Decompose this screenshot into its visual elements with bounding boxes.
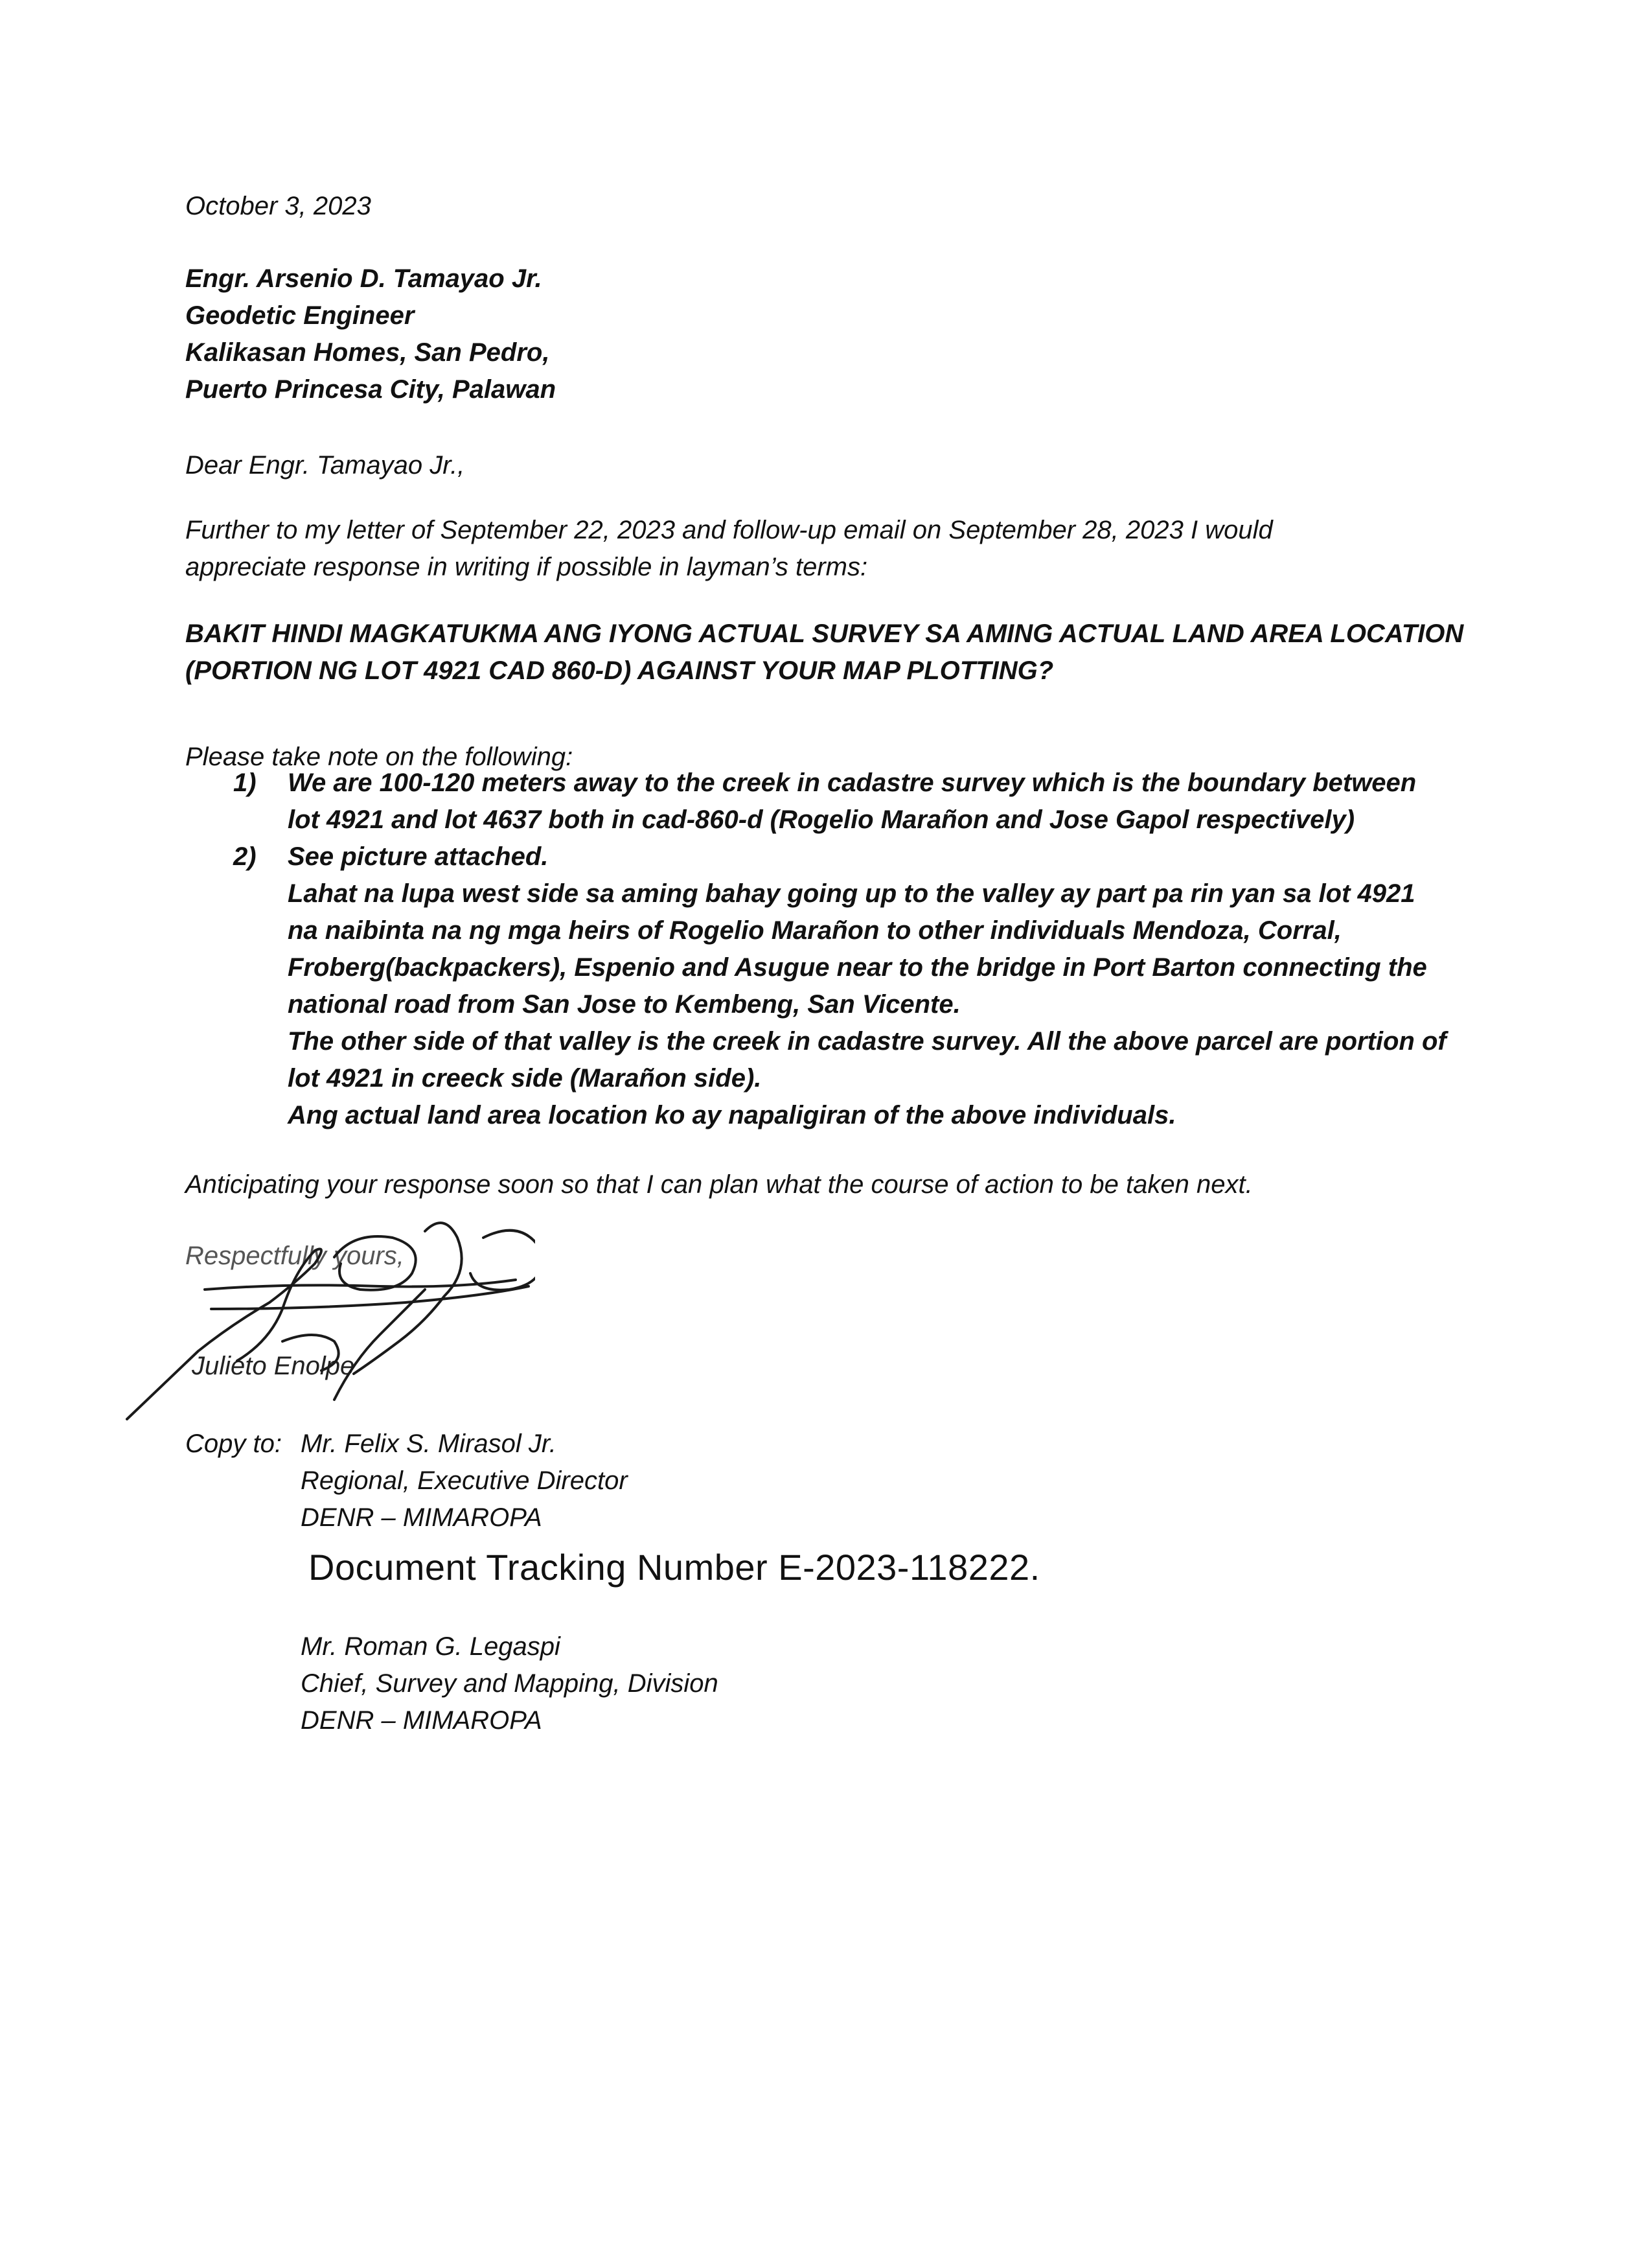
recipient-block — [185, 260, 556, 408]
list-item-line: lot 4921 and lot 4637 both in cad-860-d (Rogelio Marañon and Jose Gapol respectively) — [288, 805, 1355, 834]
list-item-line: See picture attached. — [288, 842, 549, 871]
recipient-title: Geodetic Engineer — [185, 301, 415, 330]
subject-line: (PORTION NG LOT 4921 CAD 860-D) AGAINST YOUR MAP PLOTTING? — [185, 656, 1054, 685]
recipient-address-line2: Puerto Princesa City, Palawan — [185, 375, 556, 404]
copy-recipient-name: Mr. Felix S. Mirasol Jr. — [301, 1429, 556, 1458]
copy-recipient — [301, 1426, 1040, 1536]
handwritten-signature — [120, 1212, 535, 1432]
copy-recipient-office: DENR – MIMAROPA — [301, 1706, 542, 1735]
letter-date: October 3, 2023 — [185, 192, 371, 220]
notes-lead: Please take note on the following: — [185, 743, 573, 771]
subject-heading — [185, 616, 1520, 689]
signature-block — [185, 1238, 639, 1432]
copy-recipient-title: Chief, Survey and Mapping, Division — [301, 1669, 718, 1698]
copy-to-label: Copy to: — [185, 1429, 282, 1458]
list-item-number: 2) — [233, 842, 257, 871]
signer-name: Julieto Enolpe — [192, 1352, 355, 1380]
recipient-address-line1: Kalikasan Homes, San Pedro, — [185, 338, 550, 367]
closing-paragraph: Anticipating your response soon so that I can plan what the course of action to be taken next. — [185, 1170, 1253, 1199]
recipient-name: Engr. Arsenio D. Tamayao Jr. — [185, 264, 542, 293]
copy-recipient-name: Mr. Roman G. Legaspi — [301, 1632, 560, 1661]
list-item — [233, 765, 1503, 839]
list-item-line: na naibinta na ng mga heirs of Rogelio Marañon to other individuals Mendoza, Corral, — [288, 916, 1342, 945]
intro-line: appreciate response in writing if possible in layman’s terms: — [185, 553, 868, 581]
list-item-line: The other side of that valley is the creek in cadastre survey. All the above parcel are portion of — [288, 1027, 1447, 1056]
complimentary-close: Respectfully yours, — [185, 1242, 404, 1270]
list-item — [233, 839, 1503, 1134]
copy-recipient — [301, 1628, 1040, 1739]
list-item-number: 1) — [233, 769, 257, 797]
intro-line: Further to my letter of September 22, 2023 and follow-up email on September 28, 2023 I would — [185, 516, 1273, 544]
intro-paragraph — [185, 512, 1448, 586]
salutation: Dear Engr. Tamayao Jr., — [185, 451, 465, 480]
list-item-line: Lahat na lupa west side sa aming bahay going up to the valley ay part pa rin yan sa lot 4921 — [288, 879, 1415, 908]
document-tracking-number: Document Tracking Number E-2023-118222. — [308, 1547, 1040, 1588]
copy-recipients — [301, 1426, 1040, 1739]
copy-recipient-title: Regional, Executive Director — [301, 1466, 628, 1495]
copy-recipient-office: DENR – MIMAROPA — [301, 1503, 542, 1532]
list-item-line: lot 4921 in creeck side (Marañon side). — [288, 1064, 762, 1093]
list-item-line: national road from San Jose to Kembeng, San Vicente. — [288, 990, 961, 1019]
list-item-line: Ang actual land area location ko ay napaligiran of the above individuals. — [288, 1101, 1176, 1129]
list-item-line: We are 100-120 meters away to the creek in cadastre survey which is the boundary between — [288, 769, 1417, 797]
subject-line: BAKIT HINDI MAGKATUKMA ANG IYONG ACTUAL SURVEY SA AMING ACTUAL LAND AREA LOCATION — [185, 619, 1464, 648]
notes-list — [233, 765, 1503, 1134]
list-item-line: Froberg(backpackers), Espenio and Asugue near to the bridge in Port Barton connecting the — [288, 953, 1427, 982]
